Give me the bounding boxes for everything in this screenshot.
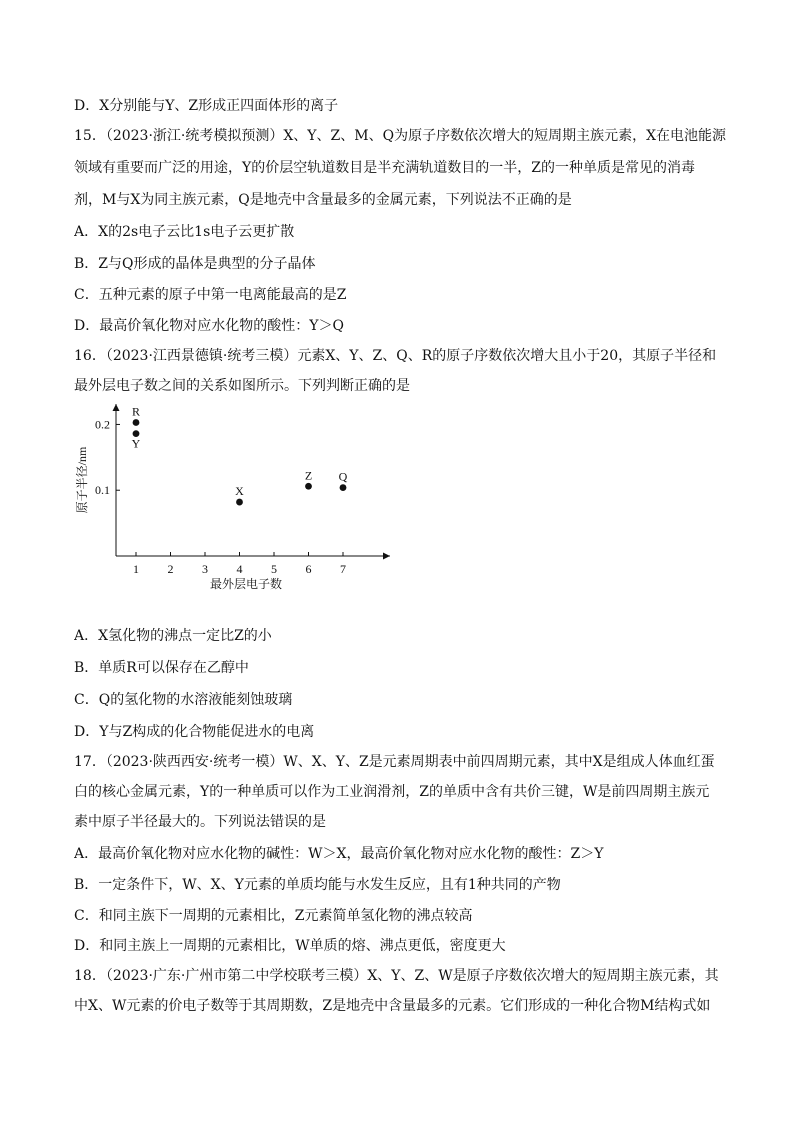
point-label-R: R (131, 404, 141, 419)
q15-stem-line-1: 15．（2023·浙江·统考模拟预测）X、Y、Z、M、Q为原子序数依次增大的短周期主族元素，X在电池能源 (74, 128, 727, 144)
q15-stem-tail: 的是 (543, 192, 572, 208)
q18-stem-line-1: 18．（2023·广东·广州市第二中学校联考三模）X、Y、Z、W是原子序数依次增大的短周期主族元素，其 (74, 968, 719, 984)
x-axis-label: 最外层电子数 (209, 577, 283, 591)
point-label-Q: Q (338, 469, 348, 484)
q17-stem-line-3: 素中原子半径最大的。下列说法错误的是 (74, 814, 326, 830)
emphasis-char: 不 (501, 192, 516, 208)
emphasis-char: 确 (529, 192, 544, 208)
q17-option-a: A．最高价氧化物对应水化物的碱性：W＞X，最高价氧化物对应水化物的酸性：Z＞Y (74, 846, 604, 862)
x-tick-label: 1 (133, 562, 139, 576)
point-Q (340, 484, 347, 491)
point-label-X: X (235, 484, 244, 499)
q15-option-d: D．最高价氧化物对应水化物的酸性：Y＞Q (74, 318, 344, 334)
q17-stem-line-2: 白的核心金属元素，Y的一种单质可以作为工业润滑剂，Z的单质中含有共价三键，W是前四周期主族元 (74, 784, 710, 800)
point-X (236, 499, 243, 506)
x-tick-label: 2 (167, 562, 174, 576)
x-tick-label: 4 (236, 562, 243, 576)
q16-option-d: D．Y与Z构成的化合物能促进水的电离 (74, 724, 315, 740)
y-tick-label: 0.2 (95, 417, 110, 432)
q15-option-a: A．X的2s电子云比1s电子云更扩散 (74, 224, 295, 240)
radius-scatter-chart (60, 396, 410, 606)
y-axis-arrow (113, 404, 120, 411)
q16-option-c: C．Q的氢化物的水溶液能刻蚀玻璃 (74, 692, 293, 708)
q15-stem-line-3 (74, 190, 730, 210)
emphasis-char: 正 (515, 192, 530, 208)
q17-option-b: B．一定条件下，W、X、Y元素的单质均能与水发生反应，且有1种共同的产物 (74, 877, 561, 893)
q16-stem-line-2: 最外层电子数之间的关系如图所示。下列判断正确的是 (74, 378, 410, 394)
q14-option-d: D．X分别能与Y、Z形成正四面体形的离子 (74, 98, 339, 114)
q18-stem-line-2: 中X、W元素的价电子数等于其周期数，Z是地壳中含量最多的元素。它们形成的一种化合物M结构式如 (74, 998, 711, 1014)
q16-option-a: A．X氢化物的沸点一定比Z的小 (74, 628, 272, 644)
q17-stem-line-1: 17．（2023·陕西西安·统考一模）W、X、Y、Z是元素周期表中前四周期元素，其中X是组成人体血红蛋 (74, 754, 715, 770)
x-tick-label: 6 (305, 562, 312, 576)
q15-option-b: B．Z与Q形成的晶体是典型的分子晶体 (74, 256, 316, 272)
y-tick-label: 0.1 (95, 483, 110, 498)
q17-option-d: D．和同主族上一周期的元素相比，W单质的熔、沸点更低，密度更大 (74, 938, 506, 954)
point-label-Z: Z (304, 468, 313, 483)
q16-stem-line-1: 16．（2023·江西景德镇·统考三模）元素X、Y、Z、Q、R的原子序数依次增大且小于20，其原子半径和 (74, 348, 717, 364)
x-axis-arrow (383, 553, 390, 560)
y-axis-label: 原子半径/nm (75, 446, 89, 514)
x-tick-label: 7 (340, 562, 346, 576)
x-tick-label: 3 (202, 562, 208, 576)
point-R (133, 419, 140, 426)
q15-stem-text: 剂，M与X为同主族元素，Q是地壳中含量最多的金属元素，下列说法 (74, 192, 502, 208)
q15-stem-line-2: 领域有重要而广泛的用途，Y的价层空轨道数目是半充满轨道数目的一半，Z的一种单质是常见的消毒 (74, 160, 695, 176)
q17-option-c: C．和同主族下一周期的元素相比，Z元素简单氢化物的沸点较高 (74, 908, 473, 924)
q16-option-b: B．单质R可以保存在乙醇中 (74, 660, 249, 676)
q15-option-c: C．五种元素的原子中第一电离能最高的是Z (74, 287, 347, 303)
point-label-Y: Y (131, 436, 141, 451)
x-tick-label: 5 (271, 562, 277, 576)
point-Z (305, 483, 312, 490)
